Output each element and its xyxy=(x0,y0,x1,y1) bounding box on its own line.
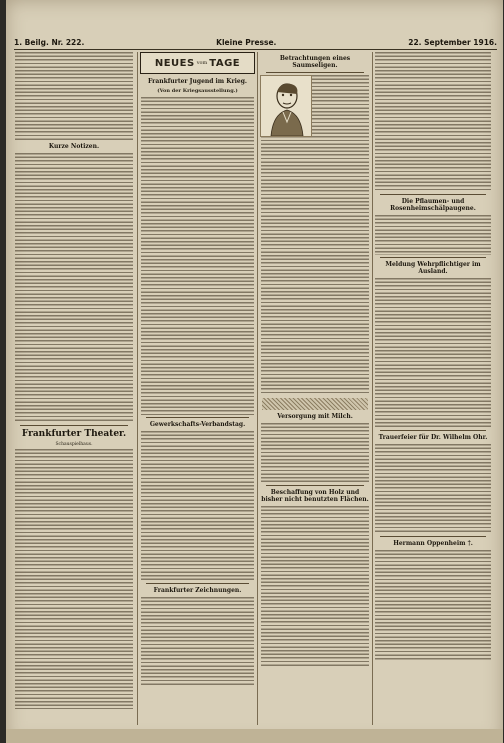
divider xyxy=(380,257,486,258)
article-text xyxy=(141,97,254,415)
article-subheading: (Von der Kriegsausstellung.) xyxy=(157,88,238,94)
column-separator xyxy=(137,52,138,725)
article-text xyxy=(15,153,133,423)
divider xyxy=(266,485,364,486)
column-2 xyxy=(140,52,255,725)
portrait-sketch xyxy=(261,76,311,136)
article-heading: Meldung Wehrpflichtiger im Ausland. xyxy=(385,261,481,275)
ornamental-band xyxy=(262,398,368,410)
article-heading: Beschaffung von Holz und bisher nicht benutzten Flächen. xyxy=(261,489,369,503)
article-heading: Frankfurter Zeichnungen. xyxy=(153,587,242,594)
article-text xyxy=(141,431,254,581)
column-separator xyxy=(257,52,258,725)
article-text xyxy=(141,597,254,687)
page-bottom-edge xyxy=(6,729,503,743)
portrait-illustration xyxy=(260,75,312,137)
divider xyxy=(380,536,486,537)
issue-date: 22. September 1916. xyxy=(408,37,497,47)
column-1 xyxy=(14,52,134,725)
masthead xyxy=(14,36,497,48)
article-text xyxy=(375,278,491,428)
divider xyxy=(380,430,486,431)
article-heading: Frankfurter Jugend im Krieg. xyxy=(148,78,247,85)
logo-word: NEUES xyxy=(154,57,195,69)
column-separator xyxy=(372,52,373,725)
column-4 xyxy=(374,52,492,725)
article-with-portrait xyxy=(260,75,370,395)
article-text xyxy=(375,444,491,534)
divider xyxy=(146,417,249,418)
article-heading: Versorgung mit Milch. xyxy=(277,413,353,420)
divider xyxy=(266,72,364,73)
newspaper-page xyxy=(6,0,503,743)
column-3 xyxy=(260,52,370,725)
article-text xyxy=(261,423,369,483)
masthead-rule xyxy=(14,49,497,50)
article-text xyxy=(15,52,133,140)
article-heading: Trauerfeier für Dr. Wilhelm Ohr. xyxy=(378,434,488,441)
article-text xyxy=(375,550,491,660)
article-heading: Gewerkschafts-Verbandstag. xyxy=(149,421,246,428)
divider xyxy=(20,425,128,426)
logo-word: TAGE xyxy=(209,57,241,69)
article-heading: Kurze Notizen. xyxy=(48,143,100,150)
article-heading: Betrachtungen eines Saumseligen. xyxy=(279,55,351,69)
article-subheading: Schauspielhaus. xyxy=(55,442,93,447)
article-heading: Die Pflaumen- und Rosenheimschälpaugene. xyxy=(390,198,476,212)
logo-word: vom xyxy=(196,60,208,66)
article-text xyxy=(375,52,491,192)
article-text xyxy=(15,449,133,709)
issue-number: 1. Beilg. Nr. 222. xyxy=(14,37,85,47)
divider xyxy=(380,194,486,195)
newspaper-title: Kleine Presse. xyxy=(216,37,277,47)
article-text xyxy=(375,215,491,255)
divider xyxy=(146,583,249,584)
article-heading: Hermann Oppenheim †. xyxy=(393,540,473,547)
article-text xyxy=(261,506,369,666)
section-logo xyxy=(140,52,255,74)
article-heading: Frankfurter Theater. xyxy=(21,429,127,439)
